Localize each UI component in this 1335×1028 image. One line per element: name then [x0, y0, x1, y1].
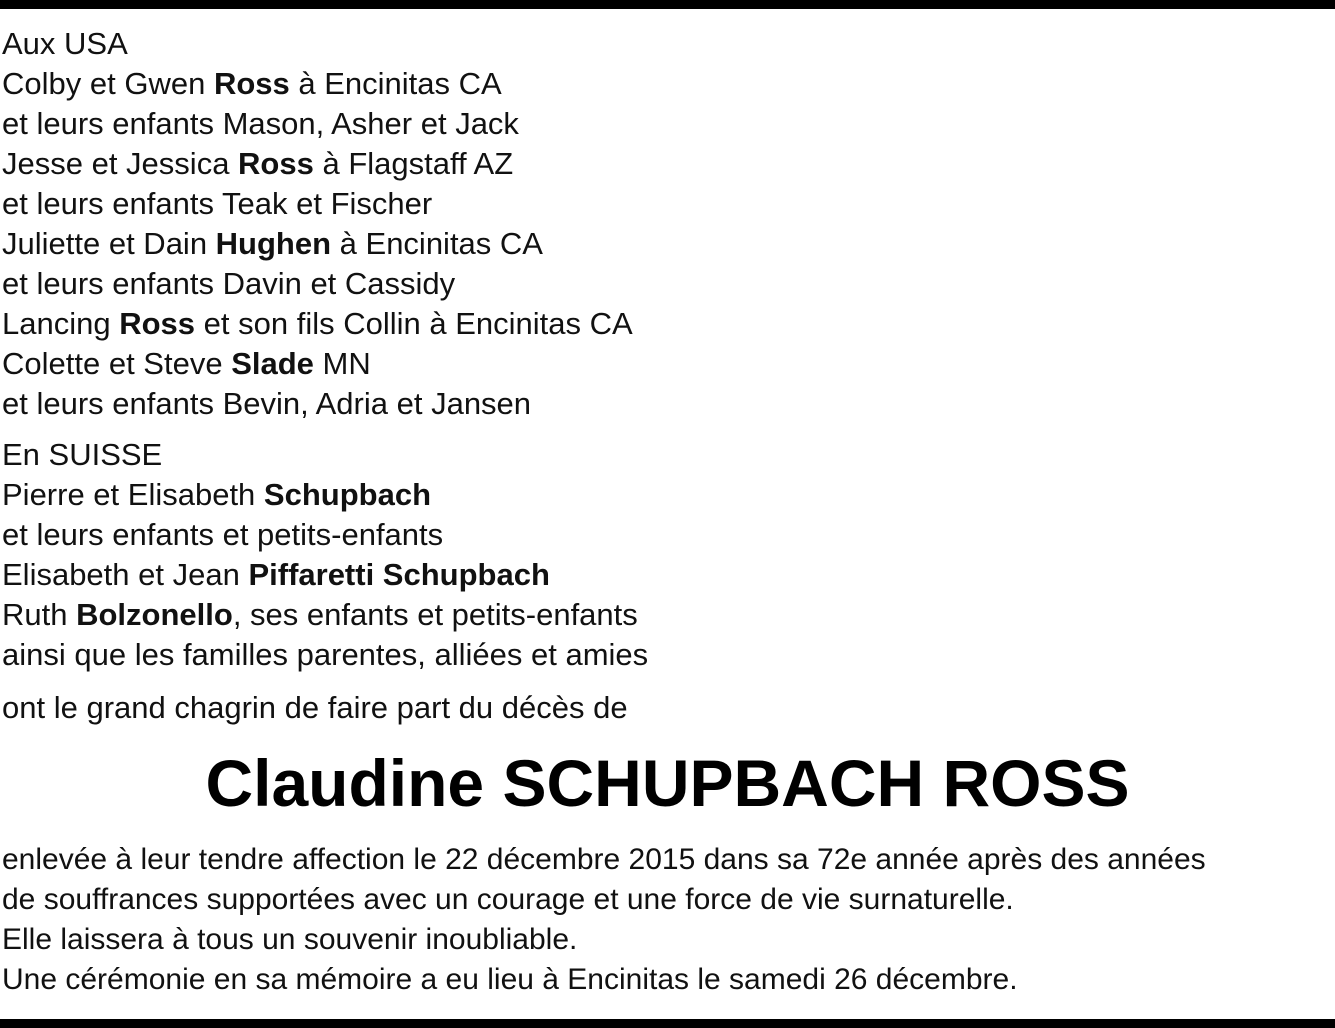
family-line: Elisabeth et Jean Piffaretti Schupbach	[2, 557, 550, 592]
bottom-border-rule	[0, 1019, 1335, 1028]
family-line: et leurs enfants Bevin, Adria et Jansen	[2, 386, 532, 421]
family-line: Lancing Ross et son fils Collin à Encinitas CA	[2, 306, 633, 341]
suisse-family-section	[2, 435, 1332, 675]
family-line: et leurs enfants Mason, Asher et Jack	[2, 106, 519, 141]
family-line: et leurs enfants Teak et Fischer	[2, 186, 433, 221]
intro-line: ont le grand chagrin de faire part du décès de	[2, 690, 628, 725]
family-line: et leurs enfants et petits-enfants	[2, 517, 444, 552]
deceased-name: Claudine SCHUPBACH ROSS	[205, 746, 1130, 820]
usa-heading: Aux USA	[2, 26, 128, 61]
family-line: et leurs enfants Davin et Cassidy	[2, 266, 456, 301]
announcement-intro	[2, 688, 1332, 728]
closing-section	[2, 840, 1332, 1000]
family-line: Colby et Gwen Ross à Encinitas CA	[2, 66, 502, 101]
family-line: Pierre et Elisabeth Schupbach	[2, 477, 432, 512]
closing-line: de souffrances supportées avec un courage et une force de vie surnaturelle.	[2, 883, 1014, 916]
family-line: Ruth Bolzonello, ses enfants et petits-enfants	[2, 597, 638, 632]
closing-line: enlevée à leur tendre affection le 22 décembre 2015 dans sa 72e année après des années	[2, 843, 1206, 876]
suisse-heading: En SUISSE	[2, 437, 163, 472]
closing-line: Elle laissera à tous un souvenir inoubliable.	[2, 923, 578, 956]
family-line: ainsi que les familles parentes, alliées et amies	[2, 637, 649, 672]
closing-line: Une cérémonie en sa mémoire a eu lieu à Encinitas le samedi 26 décembre.	[2, 963, 1018, 996]
top-border-rule	[0, 0, 1335, 9]
family-line: Jesse et Jessica Ross à Flagstaff AZ	[2, 146, 514, 181]
family-line: Juliette et Dain Hughen à Encinitas CA	[2, 226, 543, 261]
family-line: Colette et Steve Slade MN	[2, 346, 371, 381]
usa-family-section	[2, 24, 1332, 424]
